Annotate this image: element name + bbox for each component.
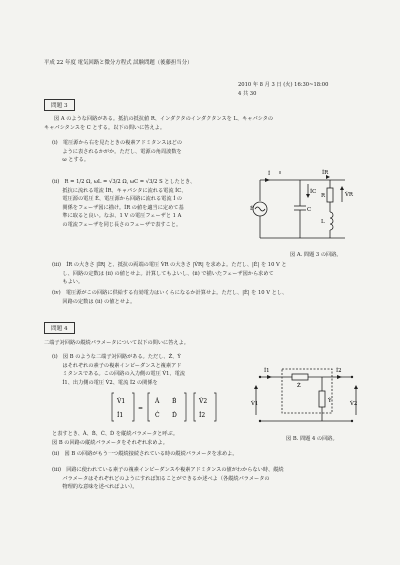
label-VR: V̇R (345, 192, 353, 198)
problem4-question-1: (i) 図 B のような二端子対回路がある。ただし、Ż、Ẏ はそれぞれの素子の複素インピーダンスと複素アド ミタンスである。この回路の入力側の電圧 V̇1、電流 İ1、出力側の電圧 V̇2、電流 İ2 の関係を (52, 354, 186, 386)
problem3-question-3: (iii) İR の大きさ |İR| と、抵抗の両端の電圧 V̇R の大きさ |V̇R| を求めよ。ただし、|Ė| を 10 V と し、回路の定数は (ii) の値とせよ。計算してもよいし、(ii) で描いたフェーザ図から求めて もよい。 (52, 262, 287, 286)
label-I2: İ2 (336, 368, 342, 374)
label-Z: Ż (297, 383, 301, 389)
problem3-question-4: (iv) 電圧源がこの回路に供給する有効電力はいくらになるか計算せよ。ただし、|Ė| を 10 V とし、 回路の定数は (ii) の値とせよ。 (52, 290, 288, 305)
problem4-intro: 二端子対回路の縦続パラメータについて以下の問いに答えよ。 (44, 340, 189, 346)
matrix-I2: İ2 (199, 412, 206, 419)
matrix-V2: V̇2 (199, 398, 208, 405)
problem4-question-1b: と表すとき、Ȧ、Ḃ、Ċ、Ḋ を縦続パラメータと呼ぶ。 図 B の回路の縦続パラメータをそれぞれ求めよ。 (52, 431, 179, 446)
problem4-question-3: (iii) 回路に使われている素子の複素インピーダンスや複素アドミタンスの値がわからない時、縦続 パラメータはそれぞれどのようにすれば知ることができるか述べよ（各縦続パラメータの 物理的な意味を述べればよい）。 (52, 467, 284, 491)
label-I1: İ1 (264, 368, 270, 374)
label-IC: İC (310, 189, 317, 195)
problem4-heading: 問題 4 (44, 322, 75, 334)
label-V1: V̇1 (251, 401, 259, 407)
problem3-intro-1: 図 A のような回路がある。抵抗の抵抗値 R、インダクタのインダクタンスを L、キャパシタの (54, 116, 274, 122)
matrix-V1: V̇1 (117, 398, 126, 405)
matrix-B: Ḃ (172, 398, 177, 405)
matrix-C: Ċ (155, 412, 160, 419)
label-C: C (307, 207, 312, 213)
label-E: Ė (250, 206, 254, 212)
matrix-A: Ȧ (155, 398, 160, 405)
figure-a-caption: 図 A. 問題 3 の回路。 (290, 252, 342, 258)
exam-room: 4 共 30 (238, 91, 257, 97)
figure-a-circuit (250, 168, 365, 250)
figure-b-circuit (252, 365, 362, 433)
label-L: L (321, 219, 325, 225)
matrix-I1: İ1 (117, 412, 124, 419)
label-V2: V̇2 (350, 401, 358, 407)
problem3-heading: 問題 3 (44, 99, 75, 111)
problem3-intro-2: キャパシタンスを C とする。以下の問いに答えよ。 (44, 125, 166, 131)
problem4-question-2: (ii) 図 B の回路がもう一つ縦続接続されている時の縦続パラメータを求めよ。 (52, 451, 238, 457)
label-I: İ (268, 171, 271, 177)
label-Y: Ẏ (328, 398, 332, 404)
problem3-question-2: (ii) R = 1/2 Ω, ωL = √3/2 Ω, ωC = √3/2 S としたとき、 抵抗に流れる電流 İR、キャパシタに流れる電流 İC、 電圧源の電圧 Ė、電圧源から回路に流れる電流 İ の 関係をフェーザ図に描け。İR の値を適当に定めて基 準に取ると良い。なお、1 V の電圧フェーザと 1 A の電流フェーザを同じ長さのフェーザで表すこと。 (52, 179, 196, 228)
exam-title: 平成 22 年度 電気回路と微分方程式 試験問題（後藤担当分） (44, 60, 193, 66)
problem3-question-1: (i) 電圧源から右を見たときの複素アドミタンスはどの ように表されるかがか。ただし、電源の角周波数を ω とする。 (52, 140, 183, 164)
svg-text:=: = (138, 405, 144, 412)
figure-b-caption: 図 B. 問題 4 の回路。 (286, 436, 338, 442)
label-IR: İR (322, 170, 329, 176)
label-R: R (321, 193, 326, 199)
exam-date: 2010 年 8 月 3 日 (火) 16:30~18:00 (238, 82, 329, 88)
cascade-parameter-equation (110, 390, 230, 424)
matrix-D: Ḋ (172, 412, 177, 419)
